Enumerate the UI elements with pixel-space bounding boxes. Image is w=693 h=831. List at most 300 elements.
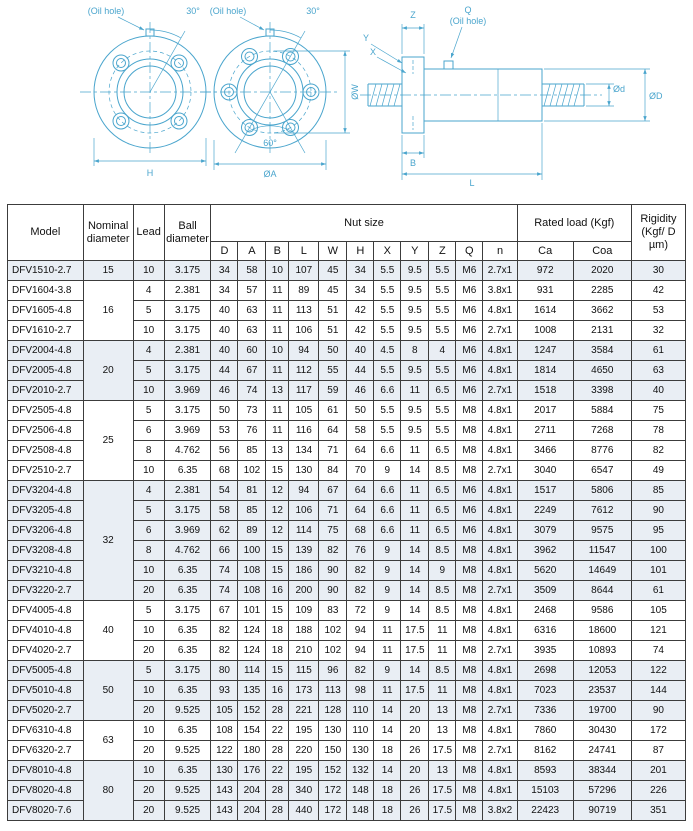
cell-nut-l: 106 xyxy=(289,501,319,521)
cell-model: DFV4005-4.8 xyxy=(8,601,84,621)
cell-nut-l: 109 xyxy=(289,601,319,621)
cell-nut-b: 12 xyxy=(266,481,289,501)
cell-model: DFV1605-4.8 xyxy=(8,301,84,321)
cell-lead: 10 xyxy=(133,561,164,581)
cell-nut-n: 3.8x1 xyxy=(483,281,517,301)
cell-coa: 5806 xyxy=(573,481,631,501)
col-header-q: Q xyxy=(456,242,483,261)
cell-nut-x: 9 xyxy=(374,661,401,681)
cell-rigidity: 101 xyxy=(631,561,685,581)
cell-nut-z: 8.5 xyxy=(429,541,456,561)
cell-nut-q: M6 xyxy=(456,521,483,541)
cell-nut-b: 11 xyxy=(266,281,289,301)
cell-nut-h: 34 xyxy=(347,281,374,301)
cell-nut-a: 81 xyxy=(238,481,266,501)
cell-nut-z: 8.5 xyxy=(429,601,456,621)
cell-ca: 3509 xyxy=(517,581,573,601)
cell-ca: 7336 xyxy=(517,701,573,721)
cell-nut-y: 14 xyxy=(401,561,429,581)
cell-nut-w: 96 xyxy=(319,661,347,681)
cell-nut-q: M6 xyxy=(456,281,483,301)
cell-nut-x: 11 xyxy=(374,641,401,661)
cell-nut-d: 40 xyxy=(211,301,238,321)
cell-coa: 9586 xyxy=(573,601,631,621)
cell-nut-z: 4 xyxy=(429,341,456,361)
cell-model: DFV4020-2.7 xyxy=(8,641,84,661)
cell-ca: 3935 xyxy=(517,641,573,661)
cell-nut-w: 59 xyxy=(319,381,347,401)
cell-nut-z: 5.5 xyxy=(429,321,456,341)
cell-nut-y: 9.5 xyxy=(401,321,429,341)
cell-rigidity: 90 xyxy=(631,701,685,721)
cell-ball-diameter: 6.35 xyxy=(164,621,211,641)
cell-nut-n: 2.7x1 xyxy=(483,581,517,601)
cell-nut-n: 4.8x1 xyxy=(483,561,517,581)
cell-nut-b: 15 xyxy=(266,461,289,481)
col-header-l: L xyxy=(289,242,319,261)
cell-nut-y: 20 xyxy=(401,761,429,781)
cell-nut-a: 108 xyxy=(238,561,266,581)
cell-model: DFV4010-4.8 xyxy=(8,621,84,641)
cell-nut-a: 180 xyxy=(238,741,266,761)
cell-nut-q: M8 xyxy=(456,401,483,421)
cell-model: DFV2508-4.8 xyxy=(8,441,84,461)
cell-model: DFV3206-4.8 xyxy=(8,521,84,541)
cell-rigidity: 82 xyxy=(631,441,685,461)
cell-nut-l: 117 xyxy=(289,381,319,401)
cell-nut-h: 72 xyxy=(347,601,374,621)
cell-nut-q: M8 xyxy=(456,601,483,621)
cell-nut-b: 12 xyxy=(266,521,289,541)
cell-ca: 2698 xyxy=(517,661,573,681)
cell-ca: 2468 xyxy=(517,601,573,621)
col-header-coa: Coa xyxy=(573,242,631,261)
cell-coa: 4650 xyxy=(573,361,631,381)
cell-coa: 2131 xyxy=(573,321,631,341)
cell-nut-b: 15 xyxy=(266,661,289,681)
angle-30-arc xyxy=(270,30,301,38)
cell-nut-d: 53 xyxy=(211,421,238,441)
cell-nut-q: M8 xyxy=(456,741,483,761)
cell-nut-n: 4.8x1 xyxy=(483,601,517,621)
cell-ball-diameter: 6.35 xyxy=(164,721,211,741)
cell-rigidity: 63 xyxy=(631,361,685,381)
cell-nut-l: 94 xyxy=(289,341,319,361)
cell-ball-diameter: 4.762 xyxy=(164,541,211,561)
col-header-w: W xyxy=(319,242,347,261)
cell-rigidity: 40 xyxy=(631,381,685,401)
cell-nut-l: 112 xyxy=(289,361,319,381)
cell-lead: 10 xyxy=(133,721,164,741)
cell-nut-d: 74 xyxy=(211,561,238,581)
cell-coa: 2020 xyxy=(573,261,631,281)
cell-model: DFV8020-7.6 xyxy=(8,801,84,821)
cell-ca: 3040 xyxy=(517,461,573,481)
cell-nut-a: 100 xyxy=(238,541,266,561)
cell-nut-h: 82 xyxy=(347,661,374,681)
cell-nut-w: 75 xyxy=(319,521,347,541)
cell-nut-x: 5.5 xyxy=(374,261,401,281)
cell-nut-y: 9.5 xyxy=(401,281,429,301)
cell-nut-l: 113 xyxy=(289,301,319,321)
cell-nut-b: 13 xyxy=(266,381,289,401)
cell-nut-z: 5.5 xyxy=(429,281,456,301)
cell-coa: 18600 xyxy=(573,621,631,641)
col-header-nominal-diameter: Nominal diameter xyxy=(83,205,133,261)
table-row xyxy=(8,481,686,501)
cell-nominal-diameter: 32 xyxy=(83,481,133,601)
cell-nut-h: 130 xyxy=(347,741,374,761)
cell-nut-q: M6 xyxy=(456,381,483,401)
cell-ball-diameter: 3.175 xyxy=(164,501,211,521)
cell-nut-q: M8 xyxy=(456,541,483,561)
cell-nut-y: 14 xyxy=(401,581,429,601)
cell-ball-diameter: 3.175 xyxy=(164,661,211,681)
cell-nut-l: 107 xyxy=(289,261,319,281)
table-row xyxy=(8,261,686,281)
col-header-n: n xyxy=(483,242,517,261)
cell-nut-x: 6.6 xyxy=(374,501,401,521)
cell-nut-q: M6 xyxy=(456,261,483,281)
cell-ball-diameter: 6.35 xyxy=(164,561,211,581)
cell-nut-n: 4.8x1 xyxy=(483,521,517,541)
cell-nut-l: 210 xyxy=(289,641,319,661)
cell-nut-a: 114 xyxy=(238,661,266,681)
cell-nut-y: 26 xyxy=(401,801,429,821)
cell-lead: 20 xyxy=(133,801,164,821)
cell-nut-h: 50 xyxy=(347,401,374,421)
cell-nut-y: 26 xyxy=(401,741,429,761)
cell-lead: 20 xyxy=(133,781,164,801)
cell-nut-d: 108 xyxy=(211,721,238,741)
cell-model: DFV8010-4.8 xyxy=(8,761,84,781)
cell-nut-x: 11 xyxy=(374,621,401,641)
cell-coa: 3662 xyxy=(573,301,631,321)
cell-nut-z: 11 xyxy=(429,681,456,701)
cell-ball-diameter: 4.762 xyxy=(164,441,211,461)
angle-30-label-fig1: 30° xyxy=(186,6,200,16)
cell-lead: 10 xyxy=(133,621,164,641)
cell-nut-z: 11 xyxy=(429,621,456,641)
cell-rigidity: 87 xyxy=(631,741,685,761)
cell-nut-z: 6.5 xyxy=(429,381,456,401)
cell-nut-b: 28 xyxy=(266,801,289,821)
cell-ball-diameter: 9.525 xyxy=(164,741,211,761)
cell-nut-n: 4.8x1 xyxy=(483,781,517,801)
col-header-a: A xyxy=(238,242,266,261)
cell-nut-x: 6.6 xyxy=(374,381,401,401)
cell-nut-a: 85 xyxy=(238,501,266,521)
cell-lead: 20 xyxy=(133,701,164,721)
cell-nut-d: 40 xyxy=(211,321,238,341)
cell-coa: 10893 xyxy=(573,641,631,661)
cell-rigidity: 61 xyxy=(631,581,685,601)
cell-nut-q: M8 xyxy=(456,581,483,601)
cell-nut-h: 40 xyxy=(347,341,374,361)
cell-nut-d: 34 xyxy=(211,261,238,281)
cell-nut-w: 90 xyxy=(319,561,347,581)
col-header-rigidity: Rigidity (Kgf/ D µm) xyxy=(631,205,685,261)
cell-nut-d: 46 xyxy=(211,381,238,401)
cell-rigidity: 90 xyxy=(631,501,685,521)
cell-lead: 20 xyxy=(133,741,164,761)
cell-nut-h: 94 xyxy=(347,621,374,641)
cell-lead: 10 xyxy=(133,461,164,481)
side-view xyxy=(360,24,650,180)
cell-lead: 5 xyxy=(133,661,164,681)
cell-nut-y: 9.5 xyxy=(401,361,429,381)
cell-nominal-diameter: 40 xyxy=(83,601,133,661)
cell-nut-x: 6.6 xyxy=(374,481,401,501)
cell-nut-a: 124 xyxy=(238,641,266,661)
cell-ball-diameter: 6.35 xyxy=(164,681,211,701)
cell-model: DFV5010-4.8 xyxy=(8,681,84,701)
cell-ball-diameter: 3.969 xyxy=(164,521,211,541)
cell-nut-b: 22 xyxy=(266,761,289,781)
cell-ca: 6316 xyxy=(517,621,573,641)
cell-nut-d: 40 xyxy=(211,341,238,361)
cell-model: DFV1510-2.7 xyxy=(8,261,84,281)
cell-nut-d: 50 xyxy=(211,401,238,421)
cell-nut-h: 94 xyxy=(347,641,374,661)
cell-lead: 5 xyxy=(133,401,164,421)
cell-nut-a: 67 xyxy=(238,361,266,381)
table-row xyxy=(8,661,686,681)
cell-ball-diameter: 3.969 xyxy=(164,381,211,401)
cell-nut-x: 9 xyxy=(374,541,401,561)
cell-nut-b: 11 xyxy=(266,301,289,321)
cell-model: DFV3205-4.8 xyxy=(8,501,84,521)
cell-nut-x: 14 xyxy=(374,761,401,781)
cell-model: DFV5005-4.8 xyxy=(8,661,84,681)
cell-rigidity: 85 xyxy=(631,481,685,501)
cell-nut-n: 2.7x1 xyxy=(483,321,517,341)
cell-nut-h: 82 xyxy=(347,561,374,581)
cell-nut-b: 16 xyxy=(266,681,289,701)
cell-nut-z: 6.5 xyxy=(429,521,456,541)
dim-l xyxy=(402,123,542,180)
cell-nut-q: M6 xyxy=(456,341,483,361)
cell-rigidity: 351 xyxy=(631,801,685,821)
cell-nut-b: 11 xyxy=(266,321,289,341)
cell-nut-w: 67 xyxy=(319,481,347,501)
cell-nut-a: 108 xyxy=(238,581,266,601)
cell-nut-a: 63 xyxy=(238,301,266,321)
cell-rigidity: 49 xyxy=(631,461,685,481)
angle-60-label: 60° xyxy=(263,138,277,148)
cell-nut-y: 17.5 xyxy=(401,621,429,641)
cell-nominal-diameter: 20 xyxy=(83,341,133,401)
cell-ball-diameter: 3.175 xyxy=(164,601,211,621)
dim-q-label: Q xyxy=(464,5,472,15)
cell-ca: 8162 xyxy=(517,741,573,761)
cell-nut-d: 56 xyxy=(211,441,238,461)
cell-coa: 3398 xyxy=(573,381,631,401)
cell-model: DFV2005-4.8 xyxy=(8,361,84,381)
cell-nut-y: 14 xyxy=(401,601,429,621)
oil-hole-label-fig3: (Oil hole) xyxy=(449,16,487,26)
cell-nominal-diameter: 16 xyxy=(83,281,133,341)
cell-nut-d: 143 xyxy=(211,801,238,821)
cell-nut-a: 74 xyxy=(238,381,266,401)
cell-rigidity: 30 xyxy=(631,261,685,281)
cell-nut-w: 55 xyxy=(319,361,347,381)
cell-lead: 10 xyxy=(133,381,164,401)
dim-l-label: L xyxy=(469,178,475,188)
cell-ca: 1247 xyxy=(517,341,573,361)
cell-nut-a: 102 xyxy=(238,461,266,481)
cell-rigidity: 42 xyxy=(631,281,685,301)
cell-nut-n: 4.8x1 xyxy=(483,681,517,701)
cell-rigidity: 121 xyxy=(631,621,685,641)
dim-dia-a-label: ØA xyxy=(263,169,277,179)
cell-lead: 10 xyxy=(133,761,164,781)
cell-nut-a: 60 xyxy=(238,341,266,361)
cell-nut-b: 15 xyxy=(266,561,289,581)
cell-ball-diameter: 3.175 xyxy=(164,301,211,321)
cell-coa: 6547 xyxy=(573,461,631,481)
cell-rigidity: 78 xyxy=(631,421,685,441)
col-header-d: D xyxy=(211,242,238,261)
cell-nut-d: 143 xyxy=(211,781,238,801)
cell-lead: 20 xyxy=(133,581,164,601)
cell-nut-b: 28 xyxy=(266,701,289,721)
cell-rigidity: 144 xyxy=(631,681,685,701)
cell-nut-x: 5.5 xyxy=(374,401,401,421)
cell-nut-x: 18 xyxy=(374,741,401,761)
cell-nut-l: 94 xyxy=(289,481,319,501)
cell-model: DFV6320-2.7 xyxy=(8,741,84,761)
cell-nut-h: 148 xyxy=(347,781,374,801)
cell-nut-y: 20 xyxy=(401,721,429,741)
cell-nut-h: 34 xyxy=(347,261,374,281)
table-row xyxy=(8,341,686,361)
cell-nut-l: 195 xyxy=(289,761,319,781)
cell-coa: 57296 xyxy=(573,781,631,801)
cell-nut-q: M8 xyxy=(456,681,483,701)
cell-ball-diameter: 3.175 xyxy=(164,321,211,341)
cell-nut-l: 186 xyxy=(289,561,319,581)
col-header-nut-size: Nut size xyxy=(211,205,517,242)
cell-nut-w: 150 xyxy=(319,741,347,761)
cell-nut-x: 14 xyxy=(374,721,401,741)
cell-nut-d: 67 xyxy=(211,601,238,621)
cell-ball-diameter: 9.525 xyxy=(164,701,211,721)
cell-ball-diameter: 2.381 xyxy=(164,281,211,301)
cell-nut-b: 22 xyxy=(266,721,289,741)
cell-lead: 4 xyxy=(133,281,164,301)
cell-nut-d: 105 xyxy=(211,701,238,721)
cell-lead: 5 xyxy=(133,301,164,321)
cell-nut-d: 58 xyxy=(211,501,238,521)
cell-nominal-diameter: 80 xyxy=(83,761,133,821)
cell-lead: 6 xyxy=(133,521,164,541)
cell-nut-w: 51 xyxy=(319,301,347,321)
cell-nut-w: 113 xyxy=(319,681,347,701)
cell-coa: 2285 xyxy=(573,281,631,301)
cell-nut-y: 9.5 xyxy=(401,261,429,281)
cell-ca: 7023 xyxy=(517,681,573,701)
cell-nut-a: 76 xyxy=(238,421,266,441)
col-header-ball-diameter: Ball diameter xyxy=(164,205,211,261)
cell-nut-x: 5.5 xyxy=(374,301,401,321)
cell-nut-y: 11 xyxy=(401,381,429,401)
dim-z xyxy=(402,24,424,54)
cell-rigidity: 122 xyxy=(631,661,685,681)
cell-ca: 1518 xyxy=(517,381,573,401)
cell-nut-z: 17.5 xyxy=(429,801,456,821)
cell-rigidity: 172 xyxy=(631,721,685,741)
cell-nut-a: 57 xyxy=(238,281,266,301)
cell-lead: 5 xyxy=(133,361,164,381)
cell-nut-x: 11 xyxy=(374,681,401,701)
cell-coa: 12053 xyxy=(573,661,631,681)
cell-ball-diameter: 3.175 xyxy=(164,261,211,281)
angle-30-arc xyxy=(150,30,181,38)
cell-nut-l: 89 xyxy=(289,281,319,301)
cell-nominal-diameter: 63 xyxy=(83,721,133,761)
cell-lead: 10 xyxy=(133,321,164,341)
cell-nut-y: 11 xyxy=(401,521,429,541)
col-header-rated-load: Rated load (Kgf) xyxy=(517,205,631,242)
cell-nut-w: 172 xyxy=(319,781,347,801)
dim-b-label: B xyxy=(409,158,417,168)
cell-nut-h: 64 xyxy=(347,481,374,501)
cell-ca: 1008 xyxy=(517,321,573,341)
cell-nut-z: 13 xyxy=(429,701,456,721)
cell-nut-n: 4.8x1 xyxy=(483,661,517,681)
cell-nut-z: 5.5 xyxy=(429,401,456,421)
cell-ball-diameter: 6.35 xyxy=(164,461,211,481)
cell-nut-h: 46 xyxy=(347,381,374,401)
cell-ca: 3466 xyxy=(517,441,573,461)
cell-nut-w: 71 xyxy=(319,501,347,521)
cell-nut-q: M8 xyxy=(456,421,483,441)
cell-nut-d: 34 xyxy=(211,281,238,301)
cell-coa: 38344 xyxy=(573,761,631,781)
cell-nut-w: 64 xyxy=(319,421,347,441)
col-header-b: B xyxy=(266,242,289,261)
cell-nut-n: 4.8x1 xyxy=(483,761,517,781)
cell-coa: 30430 xyxy=(573,721,631,741)
cell-lead: 4 xyxy=(133,341,164,361)
cell-model: DFV2010-2.7 xyxy=(8,381,84,401)
cell-coa: 11547 xyxy=(573,541,631,561)
cell-nut-w: 172 xyxy=(319,801,347,821)
cell-nut-l: 188 xyxy=(289,621,319,641)
cell-ca: 5620 xyxy=(517,561,573,581)
cell-nut-z: 8.5 xyxy=(429,661,456,681)
cell-ca: 1814 xyxy=(517,361,573,381)
cell-ca: 3962 xyxy=(517,541,573,561)
cell-nut-d: 44 xyxy=(211,361,238,381)
cell-nut-a: 101 xyxy=(238,601,266,621)
angle-30-line xyxy=(150,31,185,92)
cell-nut-h: 76 xyxy=(347,541,374,561)
cell-nut-y: 14 xyxy=(401,541,429,561)
table-row xyxy=(8,601,686,621)
cell-coa: 14649 xyxy=(573,561,631,581)
cell-nut-y: 17.5 xyxy=(401,681,429,701)
cell-nut-a: 135 xyxy=(238,681,266,701)
cell-nut-w: 90 xyxy=(319,581,347,601)
cell-nut-n: 4.8x1 xyxy=(483,481,517,501)
cell-ball-diameter: 9.525 xyxy=(164,801,211,821)
cell-nut-z: 9 xyxy=(429,561,456,581)
cell-nut-b: 28 xyxy=(266,741,289,761)
cell-nut-d: 93 xyxy=(211,681,238,701)
cell-nut-l: 173 xyxy=(289,681,319,701)
